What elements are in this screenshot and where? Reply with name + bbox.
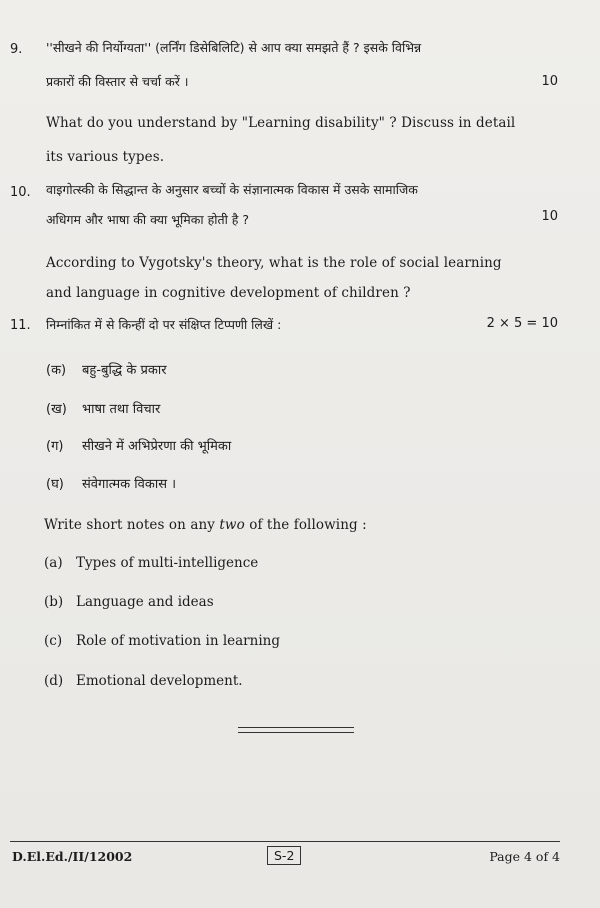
- question-11-marks: 2 × 5 = 10: [486, 316, 558, 331]
- english-item-label: (a): [44, 555, 63, 571]
- english-item-d: [44, 673, 243, 689]
- english-item-label: (c): [44, 633, 63, 649]
- hindi-item-text: सीखने में अभिप्रेरणा की भूमिका: [82, 439, 232, 454]
- question-9-english-line-1: What do you understand by "Learning disability" ? Discuss in detail: [46, 115, 516, 131]
- hindi-item-ga: [46, 436, 231, 454]
- question-10-marks: 10: [541, 209, 558, 224]
- question-11-english-instruction: [44, 508, 367, 542]
- question-11-hindi-instruction: निम्नांकित में से किन्हीं दो पर संक्षिप्त टिप्पणी लिखें :: [46, 317, 282, 332]
- question-9-hindi-line-2: प्रकारों की विस्तार से चर्चा करें ।: [46, 74, 189, 89]
- question-10-hindi-line-2: अधिगम और भाषा की क्या भूमिका होती है ?: [46, 212, 250, 227]
- question-9-english-line-2: its various types.: [46, 149, 165, 165]
- hindi-item-text: भाषा तथा विचार: [82, 402, 161, 417]
- instruction-text-start: Write short notes on any: [44, 517, 220, 533]
- end-separator: [238, 727, 354, 733]
- question-9-hindi-line-1: ''सीखने की निर्योग्यता'' (लर्निंग डिसेबिलिटि) से आप क्या समझते हैं ? इसके विभिन्न: [46, 40, 422, 55]
- question-10-hindi-line-1: वाइगोत्स्की के सिद्धान्त के अनुसार बच्चों के संज्ञानात्मक विकास में उसके सामाजिक: [46, 182, 418, 197]
- hindi-item-label: (ग): [46, 439, 64, 454]
- question-10-english-line-2: and language in cognitive development of children ?: [46, 285, 411, 301]
- hindi-item-text: संवेगात्मक विकास ।: [82, 477, 177, 492]
- hindi-item-gha: [46, 474, 176, 492]
- english-item-a: [44, 555, 258, 571]
- hindi-item-label: (ख): [46, 402, 67, 417]
- footer-page-number: Page 4 of 4: [489, 849, 560, 864]
- question-9-marks: 10: [541, 74, 558, 89]
- english-item-c: [44, 633, 280, 649]
- english-item-text: Types of multi-intelligence: [76, 555, 259, 571]
- hindi-item-kha: [46, 399, 160, 417]
- hindi-item-text: बहु-बुद्धि के प्रकार: [82, 363, 167, 378]
- hindi-item-label: (घ): [46, 477, 64, 492]
- question-number-10: 10.: [10, 185, 31, 200]
- question-number-11: 11.: [10, 318, 31, 333]
- english-item-text: Emotional development.: [76, 673, 243, 689]
- english-item-label: (b): [44, 594, 64, 610]
- question-number-9: 9.: [10, 42, 23, 57]
- english-item-text: Role of motivation in learning: [76, 633, 280, 649]
- footer-paper-code: D.El.Ed./II/12002: [12, 849, 133, 864]
- question-10-english-line-1: According to Vygotsky's theory, what is the role of social learning: [46, 255, 502, 271]
- english-item-b: [44, 594, 214, 610]
- instruction-emphasis: two: [219, 517, 245, 533]
- instruction-text-end: of the following :: [244, 517, 367, 533]
- hindi-item-ka: [46, 360, 167, 378]
- footer-set-box: S-2: [267, 846, 301, 865]
- hindi-item-label: (क): [46, 363, 67, 378]
- english-item-label: (d): [44, 673, 64, 689]
- english-item-text: Language and ideas: [76, 594, 214, 610]
- footer-rule: [10, 841, 560, 842]
